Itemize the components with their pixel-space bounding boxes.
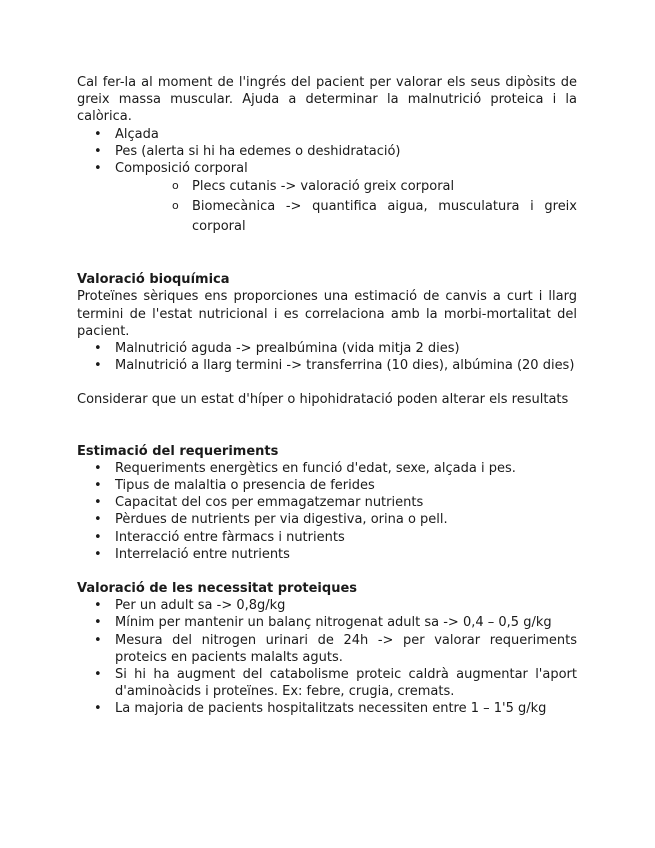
list-item: • Pes (alerta si hi ha edemes o deshidratació) [77, 143, 577, 160]
section-title-biochemical: Valoració bioquímica [77, 272, 230, 288]
list-item: • La majoria de pacients hospitalitzats necessiten entre 1 – 1'5 g/kg [77, 700, 577, 717]
biochemical-paragraph: Proteïnes sèriques ens proporciones una estimació de canvis a curt i llarg termini de l'estat nutricional i es correlaciona amb la morbi-mortalitat del pacient. [77, 289, 577, 339]
sublist-item: o Biomecànica -> quantifica aigua, musculatura i greix corporal [115, 197, 577, 237]
list-item: • Malnutrició aguda -> prealbúmina (vida mitja 2 dies) [77, 340, 577, 357]
list-item: • Tipus de malaltia o presencia de ferides [77, 477, 577, 494]
list-item: • Interrelació entre nutrients [77, 546, 577, 563]
document-content [77, 74, 577, 718]
list-item: • Malnutrició a llarg termini -> transferrina (10 dies), albúmina (20 dies) [77, 357, 577, 374]
sublist-item: o Plecs cutanis -> valoració greix corporal [115, 177, 577, 197]
list-item: • Mesura del nitrogen urinari de 24h -> per valorar requeriments proteics en pacients malalts aguts. [77, 632, 577, 666]
intro-paragraph: Cal fer-la al moment de l'ingrés del pacient per valorar els seus dipòsits de greix massa muscular. Ajuda a determinar la malnutrició proteica i la calòrica. [77, 75, 577, 125]
requirements-list [77, 460, 577, 563]
section-title-protein: Valoració de les necessitat proteiques [77, 581, 358, 597]
section-title-requirements: Estimació del requeriments [77, 443, 279, 459]
list-item: • Requeriments energètics en funció d'edat, sexe, alçada i pes. [77, 460, 577, 477]
list-item: • Mínim per mantenir un balanç nitrogenat adult sa -> 0,4 – 0,5 g/kg [77, 614, 577, 631]
biochemical-list [77, 340, 577, 374]
list-item: • Pèrdues de nutrients per via digestiva, orina o pell. [77, 511, 577, 528]
list-item: • Per un adult sa -> 0,8g/kg [77, 597, 577, 614]
list-item: • Capacitat del cos per emmagatzemar nutrients [77, 494, 577, 511]
list-item [77, 160, 577, 237]
anthropometry-list [77, 126, 577, 238]
body-composition-sublist [115, 177, 577, 237]
list-item: • Interacció entre fàrmacs i nutrients [77, 529, 577, 546]
hydration-note: Considerar que un estat d'híper o hipohidratació poden alterar els resultats [77, 392, 569, 408]
list-item-label: Composició corporal [115, 161, 248, 177]
list-item: • Si hi ha augment del catabolisme proteic caldrà augmentar l'aport d'aminoàcids i proteïnes. Ex: febre, crugia, cremats. [77, 666, 577, 700]
protein-list [77, 597, 577, 717]
list-item: • Alçada [77, 126, 577, 143]
